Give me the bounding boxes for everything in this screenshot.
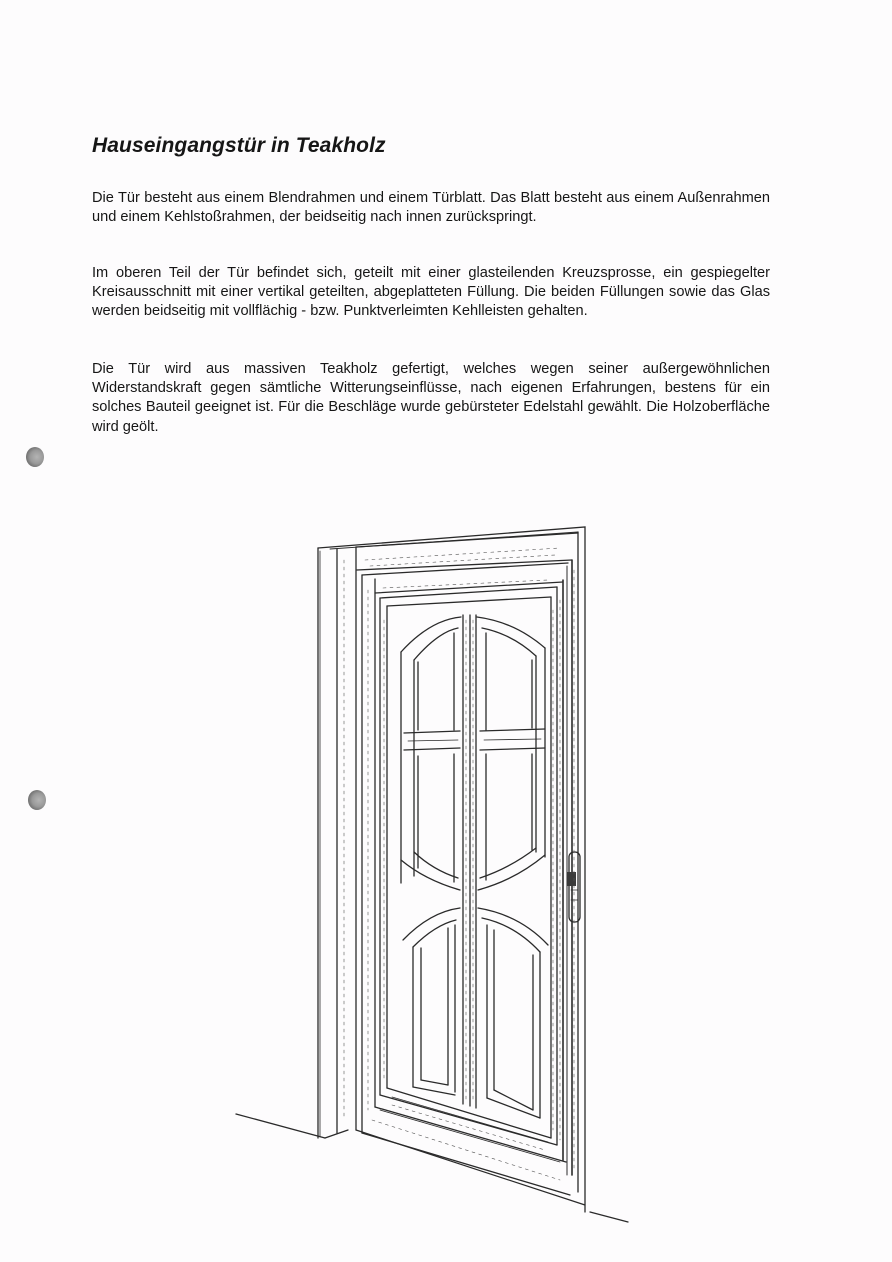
center-muntin — [463, 615, 476, 1108]
floor-lines — [236, 1114, 628, 1222]
paragraph-upper-part: Im oberen Teil der Tür befindet sich, geteilt mit einer glasteilenden Kreuzsprosse, ein gespiegelter Kreisausschnitt mit einer vertikal geteilten, abgeplatteten Füllung. Die beiden Füllungen sowie das Glas werden beidseitig mit vollflächig - bzw. Punktverleimten Kehlleisten gehalten. — [92, 265, 770, 320]
paragraph-construction: Die Tür besteht aus einem Blendrahmen und einem Türblatt. Das Blatt besteht aus einem Außenrahmen und einem Kehlstoßrahmen, der beidseitig nach innen zurückspringt. — [92, 190, 770, 226]
document-title: Hauseingangstür in Teakholz — [92, 134, 386, 157]
paragraph-material: Die Tür wird aus massiven Teakholz gefertigt, welches wegen seiner außergewöhnlichen Widerstandskraft gegen sämtliche Witterungseinflüsse, nach eigenen Erfahrungen, bestens für ein solches Bauteil geeignet ist. Für die Beschläge wurde gebürsteter Edelstahl gewählt. Die Holzoberfläche wird geölt. — [92, 361, 770, 435]
